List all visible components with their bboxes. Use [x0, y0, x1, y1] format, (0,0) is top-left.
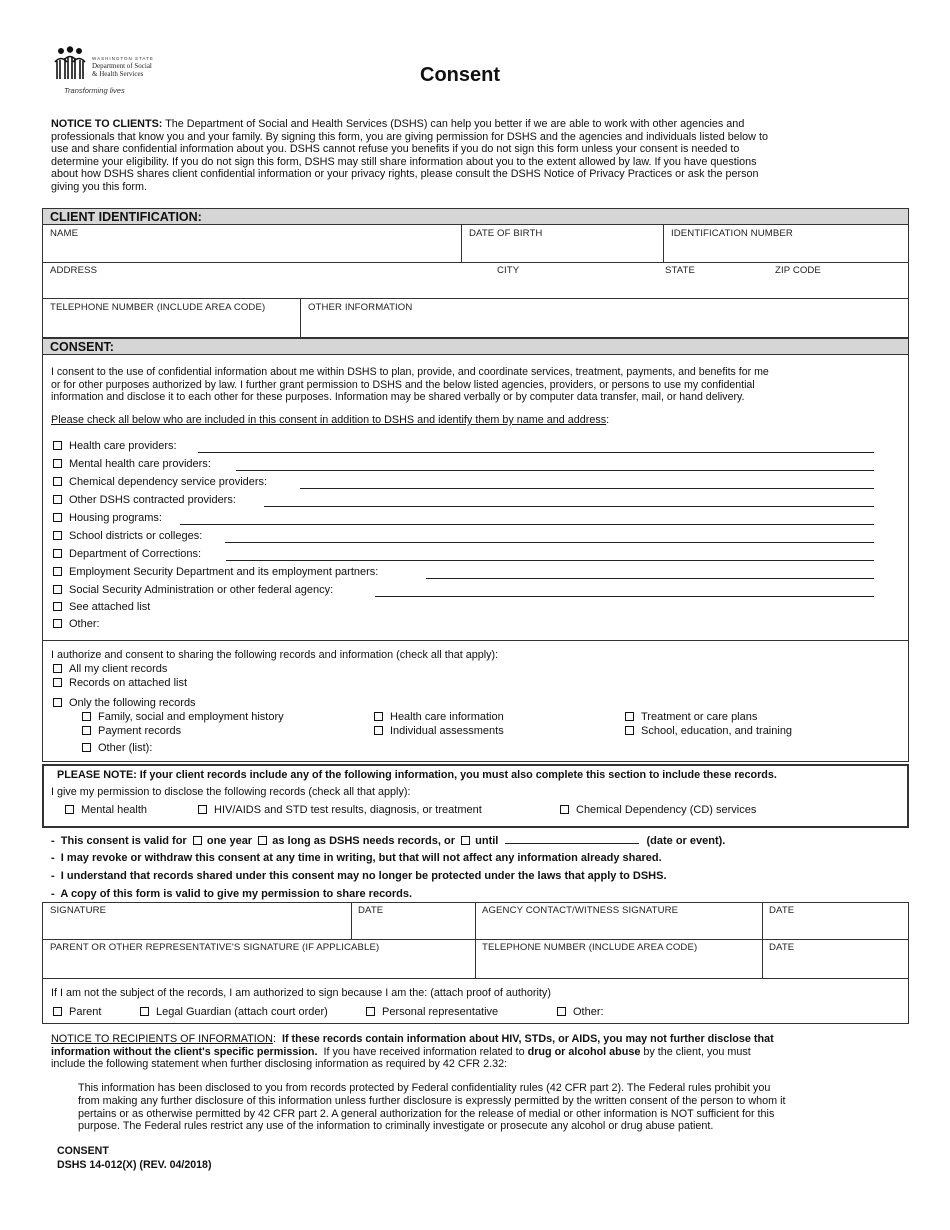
instruction-colon: :	[606, 414, 610, 426]
notice-line: about how DSHS shares client confidential information or your privacy rights, please consult the DSHS Notice of Privacy Practices or ask the person	[51, 168, 759, 181]
please-note-permission: I give my permission to disclose the following records (check all that apply):	[51, 786, 411, 798]
revoke-line	[51, 852, 662, 864]
party-other[interactable]	[53, 618, 100, 630]
recipients-text: If you have received information related to	[323, 1045, 525, 1058]
checkbox[interactable]	[53, 602, 62, 611]
notice-to-recipients	[51, 1033, 911, 1071]
recipients-label: NOTICE TO RECIPIENTS OF INFORMATION	[51, 1033, 273, 1045]
authority-text: If I am not the subject of the records, I am authorized to sign because I am the: (attach proof of authority)	[51, 987, 551, 999]
checkbox[interactable]	[140, 1007, 149, 1016]
checkbox[interactable]	[65, 805, 74, 814]
telephone-field[interactable]: TELEPHONE NUMBER (INCLUDE AREA CODE)	[50, 302, 266, 313]
party-schools-line[interactable]	[225, 542, 874, 543]
recipients-bold: If these records contain information about HIV, STDs, or AIDS, you may not further disclose that	[281, 1033, 774, 1045]
checkbox[interactable]	[53, 1007, 62, 1016]
checkbox[interactable]	[53, 459, 62, 468]
recipients-bold: information without the client's specific permission.	[51, 1045, 318, 1058]
as-long-checkbox[interactable]	[258, 836, 267, 845]
checkbox[interactable]	[625, 726, 634, 735]
notice-label: NOTICE TO CLIENTS:	[51, 118, 163, 130]
until-date-field[interactable]	[505, 834, 639, 844]
valid-for-text: This consent is valid for	[60, 835, 187, 847]
records-label: Records on attached list	[69, 677, 188, 689]
party-dshs-contracted[interactable]	[53, 494, 236, 506]
party-employment-security[interactable]	[53, 566, 378, 578]
agency-line2: & Health Services	[92, 70, 144, 78]
statement-line: This information has been disclosed to you from records protected by Federal confidentiality rules (42 CFR part 2). The Federal rules prohibit you	[78, 1082, 771, 1094]
dshs-logo	[52, 44, 167, 96]
city-field[interactable]: CITY	[497, 265, 520, 276]
records-only[interactable]	[53, 697, 196, 709]
consent-line: or for other purposes authorized by law. I further grant permission to DSHS and the below listed agencies, providers, or persons to use my confidential	[51, 378, 755, 391]
signature-field[interactable]: SIGNATURE	[50, 905, 107, 916]
party-label: Employment Security Department and its employment partners:	[69, 566, 379, 578]
records-label: Treatment or care plans	[641, 711, 758, 723]
checkbox[interactable]	[53, 441, 62, 450]
rep-date-field[interactable]: DATE	[769, 942, 795, 953]
zip-field[interactable]: ZIP CODE	[775, 265, 821, 276]
id-number-field[interactable]: IDENTIFICATION NUMBER	[671, 228, 793, 239]
checkbox[interactable]	[557, 1007, 566, 1016]
revoke-text: I may revoke or withdraw this consent at any time in writing, but that will not affect any information already shared.	[60, 852, 662, 864]
party-chemical-dependency-line[interactable]	[300, 488, 874, 489]
checkbox[interactable]	[198, 805, 207, 814]
party-label: Other DSHS contracted providers:	[69, 494, 236, 506]
party-dshs-contracted-line[interactable]	[264, 506, 874, 507]
note-mental-health[interactable]	[65, 804, 147, 816]
authority-personal-rep[interactable]	[366, 1006, 498, 1018]
federal-statement	[78, 1082, 913, 1133]
instruction-text: Please check all below who are included in this consent in addition to DSHS and identify them by name and address	[51, 414, 607, 426]
authority-label: Other:	[573, 1006, 604, 1018]
dash: -	[51, 888, 55, 900]
checkbox[interactable]	[53, 495, 62, 504]
records-label: Health care information	[390, 711, 504, 723]
page-title: Consent	[420, 64, 500, 86]
checkbox[interactable]	[53, 678, 62, 687]
party-label: Department of Corrections:	[69, 548, 202, 560]
checkbox[interactable]	[82, 726, 91, 735]
checkbox[interactable]	[374, 712, 383, 721]
party-mental-health[interactable]	[53, 458, 211, 470]
party-housing-line[interactable]	[180, 524, 874, 525]
records-all[interactable]	[53, 663, 167, 675]
checkbox[interactable]	[560, 805, 569, 814]
party-social-security[interactable]	[53, 584, 333, 596]
checkbox[interactable]	[53, 531, 62, 540]
party-label: Mental health care providers:	[69, 458, 211, 470]
records-school[interactable]	[625, 725, 792, 737]
party-chemical-dependency[interactable]	[53, 476, 267, 488]
statement-line: pertains or as otherwise permitted by 42 CFR part 2. A general authorization for the release of medial or other information is NOT sufficient for this	[78, 1107, 775, 1120]
party-corrections[interactable]	[53, 548, 201, 560]
please-note-title: PLEASE NOTE: If your client records include any of the following information, you must also complete this section to include these records.	[57, 769, 777, 781]
client-identification-header: CLIENT IDENTIFICATION:	[42, 208, 908, 225]
party-mental-health-line[interactable]	[236, 470, 874, 471]
party-label: Housing programs:	[69, 512, 162, 524]
authority-label: Parent	[69, 1006, 102, 1018]
dash: -	[51, 835, 55, 847]
party-see-attached[interactable]	[53, 601, 150, 613]
one-year-label: one year	[206, 835, 253, 847]
note-label: Mental health	[81, 804, 148, 816]
party-corrections-line[interactable]	[226, 560, 874, 561]
other-info-field[interactable]: OTHER INFORMATION	[308, 302, 413, 313]
checkbox[interactable]	[374, 726, 383, 735]
party-employment-security-line[interactable]	[426, 578, 874, 579]
party-health-care[interactable]	[53, 440, 177, 452]
authority-guardian[interactable]	[140, 1006, 328, 1018]
one-year-checkbox[interactable]	[193, 836, 202, 845]
party-label: See attached list	[69, 601, 151, 613]
rep-telephone-field[interactable]: TELEPHONE NUMBER (INCLUDE AREA CODE)	[482, 942, 698, 953]
understand-line	[51, 870, 667, 882]
authority-other[interactable]	[557, 1006, 604, 1018]
notice-line: The Department of Social and Health Services (DSHS) can help you better if we are able to work with other agencies and	[165, 118, 745, 130]
authority-label: Legal Guardian (attach court order)	[156, 1006, 328, 1018]
records-label: School, education, and training	[641, 725, 793, 737]
records-treatment[interactable]	[625, 711, 757, 723]
agency-state: WASHINGTON STATE	[92, 56, 154, 61]
party-health-care-line[interactable]	[198, 452, 874, 453]
date-event-label: (date or event).	[646, 835, 726, 847]
checkbox[interactable]	[53, 585, 62, 594]
until-checkbox[interactable]	[461, 836, 470, 845]
note-chemical-dependency[interactable]	[560, 804, 756, 816]
records-label: All my client records	[69, 663, 168, 675]
party-label: Other:	[69, 618, 100, 630]
checkbox[interactable]	[53, 619, 62, 628]
consent-line: I consent to the use of confidential information about me within DSHS to plan, provide, and coordinate services, treatment, payments, and benefits for me	[51, 366, 769, 378]
agency-date-field[interactable]: DATE	[769, 905, 795, 916]
recipients-bold: drug or alcohol abuse	[527, 1045, 641, 1058]
records-family[interactable]	[82, 711, 284, 723]
authority-label: Personal representative	[382, 1006, 499, 1018]
dash: -	[51, 852, 55, 864]
as-long-label: as long as DSHS needs records, or	[272, 835, 456, 847]
party-label: Chemical dependency service providers:	[69, 476, 268, 488]
records-other-list[interactable]	[82, 742, 152, 754]
recipients-text: include the following statement when further disclosing information as required by 42 CFR 2.32:	[51, 1058, 508, 1071]
copy-text: A copy of this form is valid to give my permission to share records.	[60, 888, 413, 900]
notice-line: giving you this form.	[51, 180, 148, 193]
note-label: Chemical Dependency (CD) services	[576, 804, 757, 816]
form-number: DSHS 14-012(X) (REV. 04/2018)	[57, 1159, 212, 1171]
validity-line	[51, 834, 725, 847]
checkbox[interactable]	[53, 698, 62, 707]
checkbox[interactable]	[82, 712, 91, 721]
party-label: School districts or colleges:	[69, 530, 203, 542]
statement-line: purpose. The Federal rules restrict any use of the information to criminally investigate or prosecute any alcohol or drug abuse patient.	[78, 1120, 714, 1133]
records-label: Family, social and employment history	[98, 711, 284, 723]
name-field[interactable]: NAME	[50, 228, 79, 239]
checkbox[interactable]	[53, 549, 62, 558]
party-label: Health care providers:	[69, 440, 177, 452]
copy-line	[51, 888, 412, 900]
records-label: Individual assessments	[390, 725, 504, 737]
checkbox[interactable]	[366, 1007, 375, 1016]
agency-contact-field[interactable]: AGENCY CONTACT/WITNESS SIGNATURE	[482, 905, 679, 916]
recipients-colon: :	[272, 1033, 276, 1045]
notice-line: professionals that know you and your family. By signing this form, you are giving permission for DSHS and the agencies and individuals listed below to	[51, 130, 768, 143]
party-housing[interactable]	[53, 512, 162, 524]
records-label: Other (list):	[98, 742, 153, 754]
agency-line1: Department of Social	[92, 62, 152, 70]
records-intro: I authorize and consent to sharing the following records and information (check all that apply):	[51, 649, 499, 661]
checkbox[interactable]	[53, 664, 62, 673]
dash: -	[51, 870, 55, 882]
records-payment[interactable]	[82, 725, 181, 737]
notice-line: determine your eligibility. If you do not sign this form, DSHS may still share information about you to the extent allowed by law. If you have questions	[51, 155, 757, 168]
party-schools[interactable]	[53, 530, 202, 542]
state-field[interactable]: STATE	[665, 265, 695, 276]
consent-text	[51, 366, 911, 404]
checkbox[interactable]	[82, 743, 91, 752]
statement-line: from making any further disclosure of this information unless further disclosure is expressly permitted by the written consent of the person to whom it	[78, 1094, 786, 1107]
records-attached[interactable]	[53, 677, 187, 689]
parent-signature-field[interactable]: PARENT OR OTHER REPRESENTATIVE'S SIGNATURE (IF APPLICABLE)	[50, 942, 380, 953]
checkbox[interactable]	[53, 513, 62, 522]
consent-instruction	[51, 414, 609, 426]
tagline: Transforming lives	[64, 86, 125, 95]
consent-line: information and disclose it to each other for these purposes. Information may be shared verbally or by computer data transfer, mail, or hand delivery.	[51, 391, 745, 404]
records-label: Only the following records	[69, 697, 196, 709]
checkbox[interactable]	[625, 712, 634, 721]
dshs-figures-icon	[52, 46, 88, 82]
records-health[interactable]	[374, 711, 504, 723]
party-label: Social Security Administration or other federal agency:	[69, 584, 334, 596]
until-label: until	[475, 835, 499, 847]
party-social-security-line[interactable]	[375, 596, 874, 597]
form-name: CONSENT	[57, 1145, 109, 1157]
checkbox[interactable]	[53, 567, 62, 576]
recipients-text: by the client, you must	[643, 1045, 751, 1058]
notice-to-clients	[51, 118, 911, 194]
records-assessments[interactable]	[374, 725, 504, 737]
note-hiv[interactable]	[198, 804, 482, 816]
records-label: Payment records	[98, 725, 182, 737]
understand-text: I understand that records shared under this consent may no longer be protected under the laws that apply to DSHS.	[60, 870, 667, 882]
authority-parent[interactable]	[53, 1006, 101, 1018]
address-field[interactable]: ADDRESS	[50, 265, 98, 276]
notice-line: use and share confidential information about you. DSHS cannot refuse you benefits if you do not sign this form unless your consent is needed to	[51, 143, 740, 156]
consent-header: CONSENT:	[42, 338, 908, 355]
checkbox[interactable]	[53, 477, 62, 486]
dob-field[interactable]: DATE OF BIRTH	[469, 228, 543, 239]
note-label: HIV/AIDS and STD test results, diagnosis, or treatment	[214, 804, 482, 816]
signature-date-field[interactable]: DATE	[358, 905, 384, 916]
